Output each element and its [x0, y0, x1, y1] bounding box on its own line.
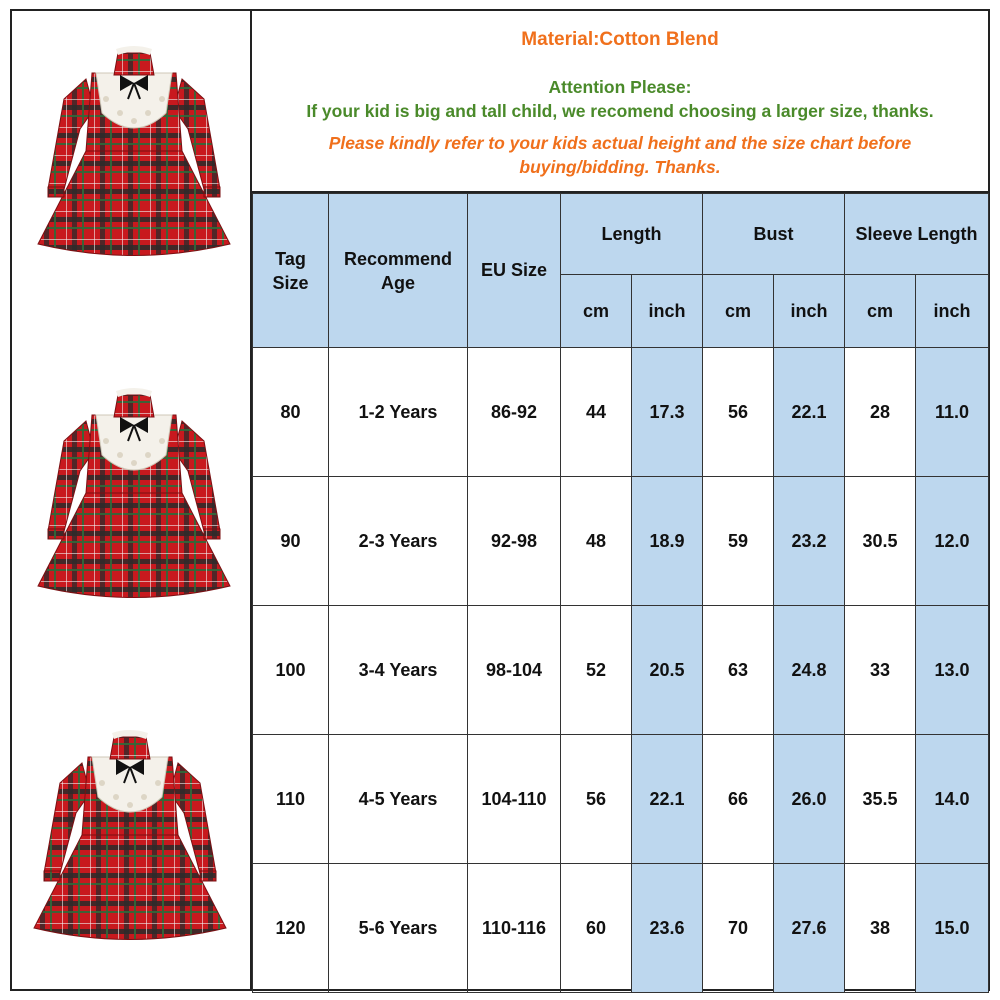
- cell-sleeve-inch: 11.0: [916, 348, 989, 477]
- cell-sleeve-cm: 38: [845, 864, 916, 993]
- cell-bust-inch: 24.8: [774, 606, 845, 735]
- cell-length-cm: 60: [561, 864, 632, 993]
- cell-bust-inch: 22.1: [774, 348, 845, 477]
- cell-age: 2-3 Years: [329, 477, 468, 606]
- cell-eu-size: 104-110: [468, 735, 561, 864]
- cell-bust-inch: 27.6: [774, 864, 845, 993]
- header-tag-size: [253, 194, 329, 348]
- size-table: [252, 193, 989, 993]
- cell-tag-size: 100: [253, 606, 329, 735]
- cell-length-cm: 56: [561, 735, 632, 864]
- cell-tag-size: 90: [253, 477, 329, 606]
- header-eu-size: EU Size: [468, 194, 561, 348]
- header-sleeve-length: Sleeve Length: [845, 194, 989, 275]
- cell-length-inch: 22.1: [632, 735, 703, 864]
- cell-length-inch: 20.5: [632, 606, 703, 735]
- cell-eu-size: 98-104: [468, 606, 561, 735]
- cell-length-cm: 44: [561, 348, 632, 477]
- cell-sleeve-inch: 13.0: [916, 606, 989, 735]
- header-length: Length: [561, 194, 703, 275]
- cell-eu-size: 110-116: [468, 864, 561, 993]
- cell-length-inch: 18.9: [632, 477, 703, 606]
- cell-sleeve-cm: 35.5: [845, 735, 916, 864]
- table-row: [253, 348, 989, 477]
- cell-eu-size: 92-98: [468, 477, 561, 606]
- cell-length-cm: 52: [561, 606, 632, 735]
- cell-length-cm: 48: [561, 477, 632, 606]
- header-bust: Bust: [703, 194, 845, 275]
- product-image-column: [12, 11, 252, 989]
- cell-age: 1-2 Years: [329, 348, 468, 477]
- cell-tag-size: 120: [253, 864, 329, 993]
- cell-age: 4-5 Years: [329, 735, 468, 864]
- plaid-dress-image: [34, 39, 234, 269]
- plaid-dress-image: [30, 723, 230, 953]
- cell-sleeve-inch: 14.0: [916, 735, 989, 864]
- table-row: [253, 735, 989, 864]
- size-advice: [282, 131, 958, 179]
- header-unit-cm: cm: [703, 275, 774, 348]
- size-advice-line: Please kindly refer to your kids actual height and the size chart before: [328, 133, 912, 153]
- header-label: Recommend: [343, 248, 453, 269]
- cell-eu-size: 86-92: [468, 348, 561, 477]
- header-unit-cm: cm: [845, 275, 916, 348]
- cell-length-inch: 23.6: [632, 864, 703, 993]
- table-row: [253, 477, 989, 606]
- cell-bust-inch: 23.2: [774, 477, 845, 606]
- header-recommend-age: [329, 194, 468, 348]
- attention-body: If your kid is big and tall child, we recomend choosing a larger size, thanks.: [306, 101, 934, 121]
- cell-tag-size: 80: [253, 348, 329, 477]
- cell-sleeve-cm: 28: [845, 348, 916, 477]
- cell-sleeve-inch: 15.0: [916, 864, 989, 993]
- cell-bust-cm: 56: [703, 348, 774, 477]
- cell-age: 5-6 Years: [329, 864, 468, 993]
- cell-length-inch: 17.3: [632, 348, 703, 477]
- table-row: [253, 864, 989, 993]
- header-label: Tag: [275, 248, 306, 269]
- header-unit-inch: inch: [632, 275, 703, 348]
- attention-title: Attention Please:: [548, 77, 692, 97]
- cell-bust-cm: 70: [703, 864, 774, 993]
- cell-tag-size: 110: [253, 735, 329, 864]
- header-unit-inch: inch: [774, 275, 845, 348]
- cell-bust-inch: 26.0: [774, 735, 845, 864]
- cell-sleeve-cm: 33: [845, 606, 916, 735]
- size-chart-frame: [10, 9, 990, 991]
- cell-age: 3-4 Years: [329, 606, 468, 735]
- cell-bust-cm: 63: [703, 606, 774, 735]
- header-label: Age: [380, 272, 415, 293]
- table-row: [253, 606, 989, 735]
- header-unit-cm: cm: [561, 275, 632, 348]
- notice-panel: [252, 11, 988, 193]
- plaid-dress-image: [34, 381, 234, 611]
- material-text: Material:Cotton Blend: [521, 29, 719, 50]
- cell-sleeve-cm: 30.5: [845, 477, 916, 606]
- header-unit-inch: inch: [916, 275, 989, 348]
- header-label: Size: [272, 272, 309, 293]
- cell-bust-cm: 66: [703, 735, 774, 864]
- cell-sleeve-inch: 12.0: [916, 477, 989, 606]
- size-advice-line: buying/bidding. Thanks.: [519, 157, 721, 177]
- cell-bust-cm: 59: [703, 477, 774, 606]
